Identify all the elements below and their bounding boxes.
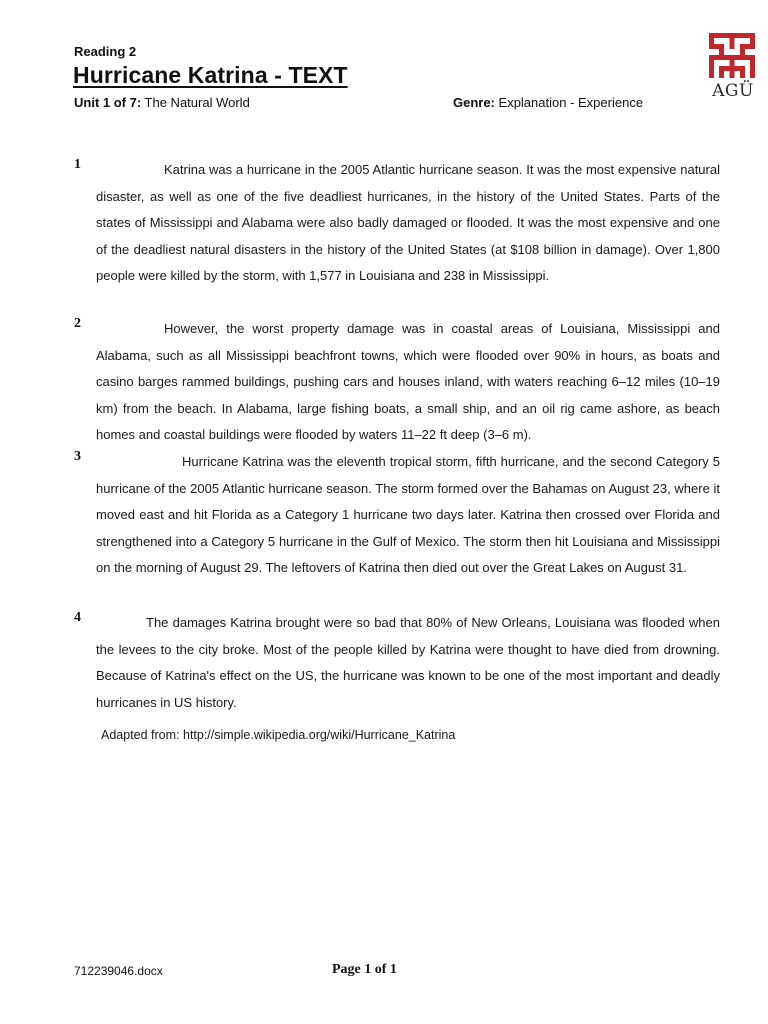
reading-label: Reading 2 <box>74 44 137 59</box>
paragraph-text: However, the worst property damage was in coastal areas of Louisiana, Mississippi and Alabama, such as all Mississippi beachfront towns, which were flooded over 90% in hours, as boats and casino barges rammed buildings, pushing cars and houses inland, with waters reaching 6–12 miles (10–19 km) from the beach. In Alabama, large fishing boats, a small ship, and an oil rig came ashore, as beach homes and coastal buildings were flooded by waters 11–22 ft deep (3–6 m). <box>96 321 720 443</box>
paragraph-1 <box>74 157 720 290</box>
genre-label: Genre: <box>453 95 495 110</box>
paragraph-text: Hurricane Katrina was the eleventh tropical storm, fifth hurricane, and the second Category 5 hurricane of the 2005 Atlantic hurricane season. The storm formed over the Bahamas on August 23, where it moved east and hit Florida as a Category 1 hurricane two days later. Katrina then crossed over Florida and strengthened into a Category 5 hurricane in the Gulf of Mexico. The storm then hit Louisiana and Mississippi on the morning of August 29. The leftovers of Katrina then died out over the Great Lakes on August 31. <box>96 454 720 576</box>
genre-value: Explanation - Experience <box>494 95 644 110</box>
genre-line <box>453 95 643 110</box>
document-title: Hurricane Katrina - TEXT <box>73 62 348 88</box>
paragraph-2 <box>74 316 720 449</box>
source-citation: Adapted from: http://simple.wikipedia.org/wiki/Hurricane_Katrina <box>101 728 456 742</box>
paragraph-number: 4 <box>74 610 81 625</box>
paragraph-4 <box>74 610 720 716</box>
paragraph-number: 3 <box>74 449 81 464</box>
paragraph-number: 2 <box>74 316 81 331</box>
paragraph-number: 1 <box>74 157 81 172</box>
unit-line <box>74 95 250 110</box>
footer-page-number: Page 1 of 1 <box>332 962 397 977</box>
unit-label: Unit 1 of 7: <box>74 95 142 110</box>
paragraph-text: Katrina was a hurricane in the 2005 Atlantic hurricane season. It was the most expensive natural disaster, as well as one of the five deadliest hurricanes, in the history of the United States. Parts of the states of Mississippi and Alabama were also badly damaged or flooded. It was the most expensive and one of the deadliest natural disasters in the history of the United States (at $108 billion in damage). Over 1,800 people were killed by the storm, with 1,577 in Louisiana and 238 in Mississippi. <box>96 162 720 284</box>
paragraph-text: The damages Katrina brought were so bad that 80% of New Orleans, Louisiana was flooded when the levees to the city broke. Most of the people killed by Katrina were thought to have died from drowning. Because of Katrina's effect on the US, the hurricane was known to be one of the most important and deadly hurricanes in US history. <box>96 615 720 710</box>
paragraph-3 <box>74 449 720 582</box>
logo-wordmark: AGÜ <box>712 81 754 101</box>
unit-value: The Natural World <box>141 95 250 110</box>
footer-file-name: 712239046.docx <box>74 964 163 978</box>
